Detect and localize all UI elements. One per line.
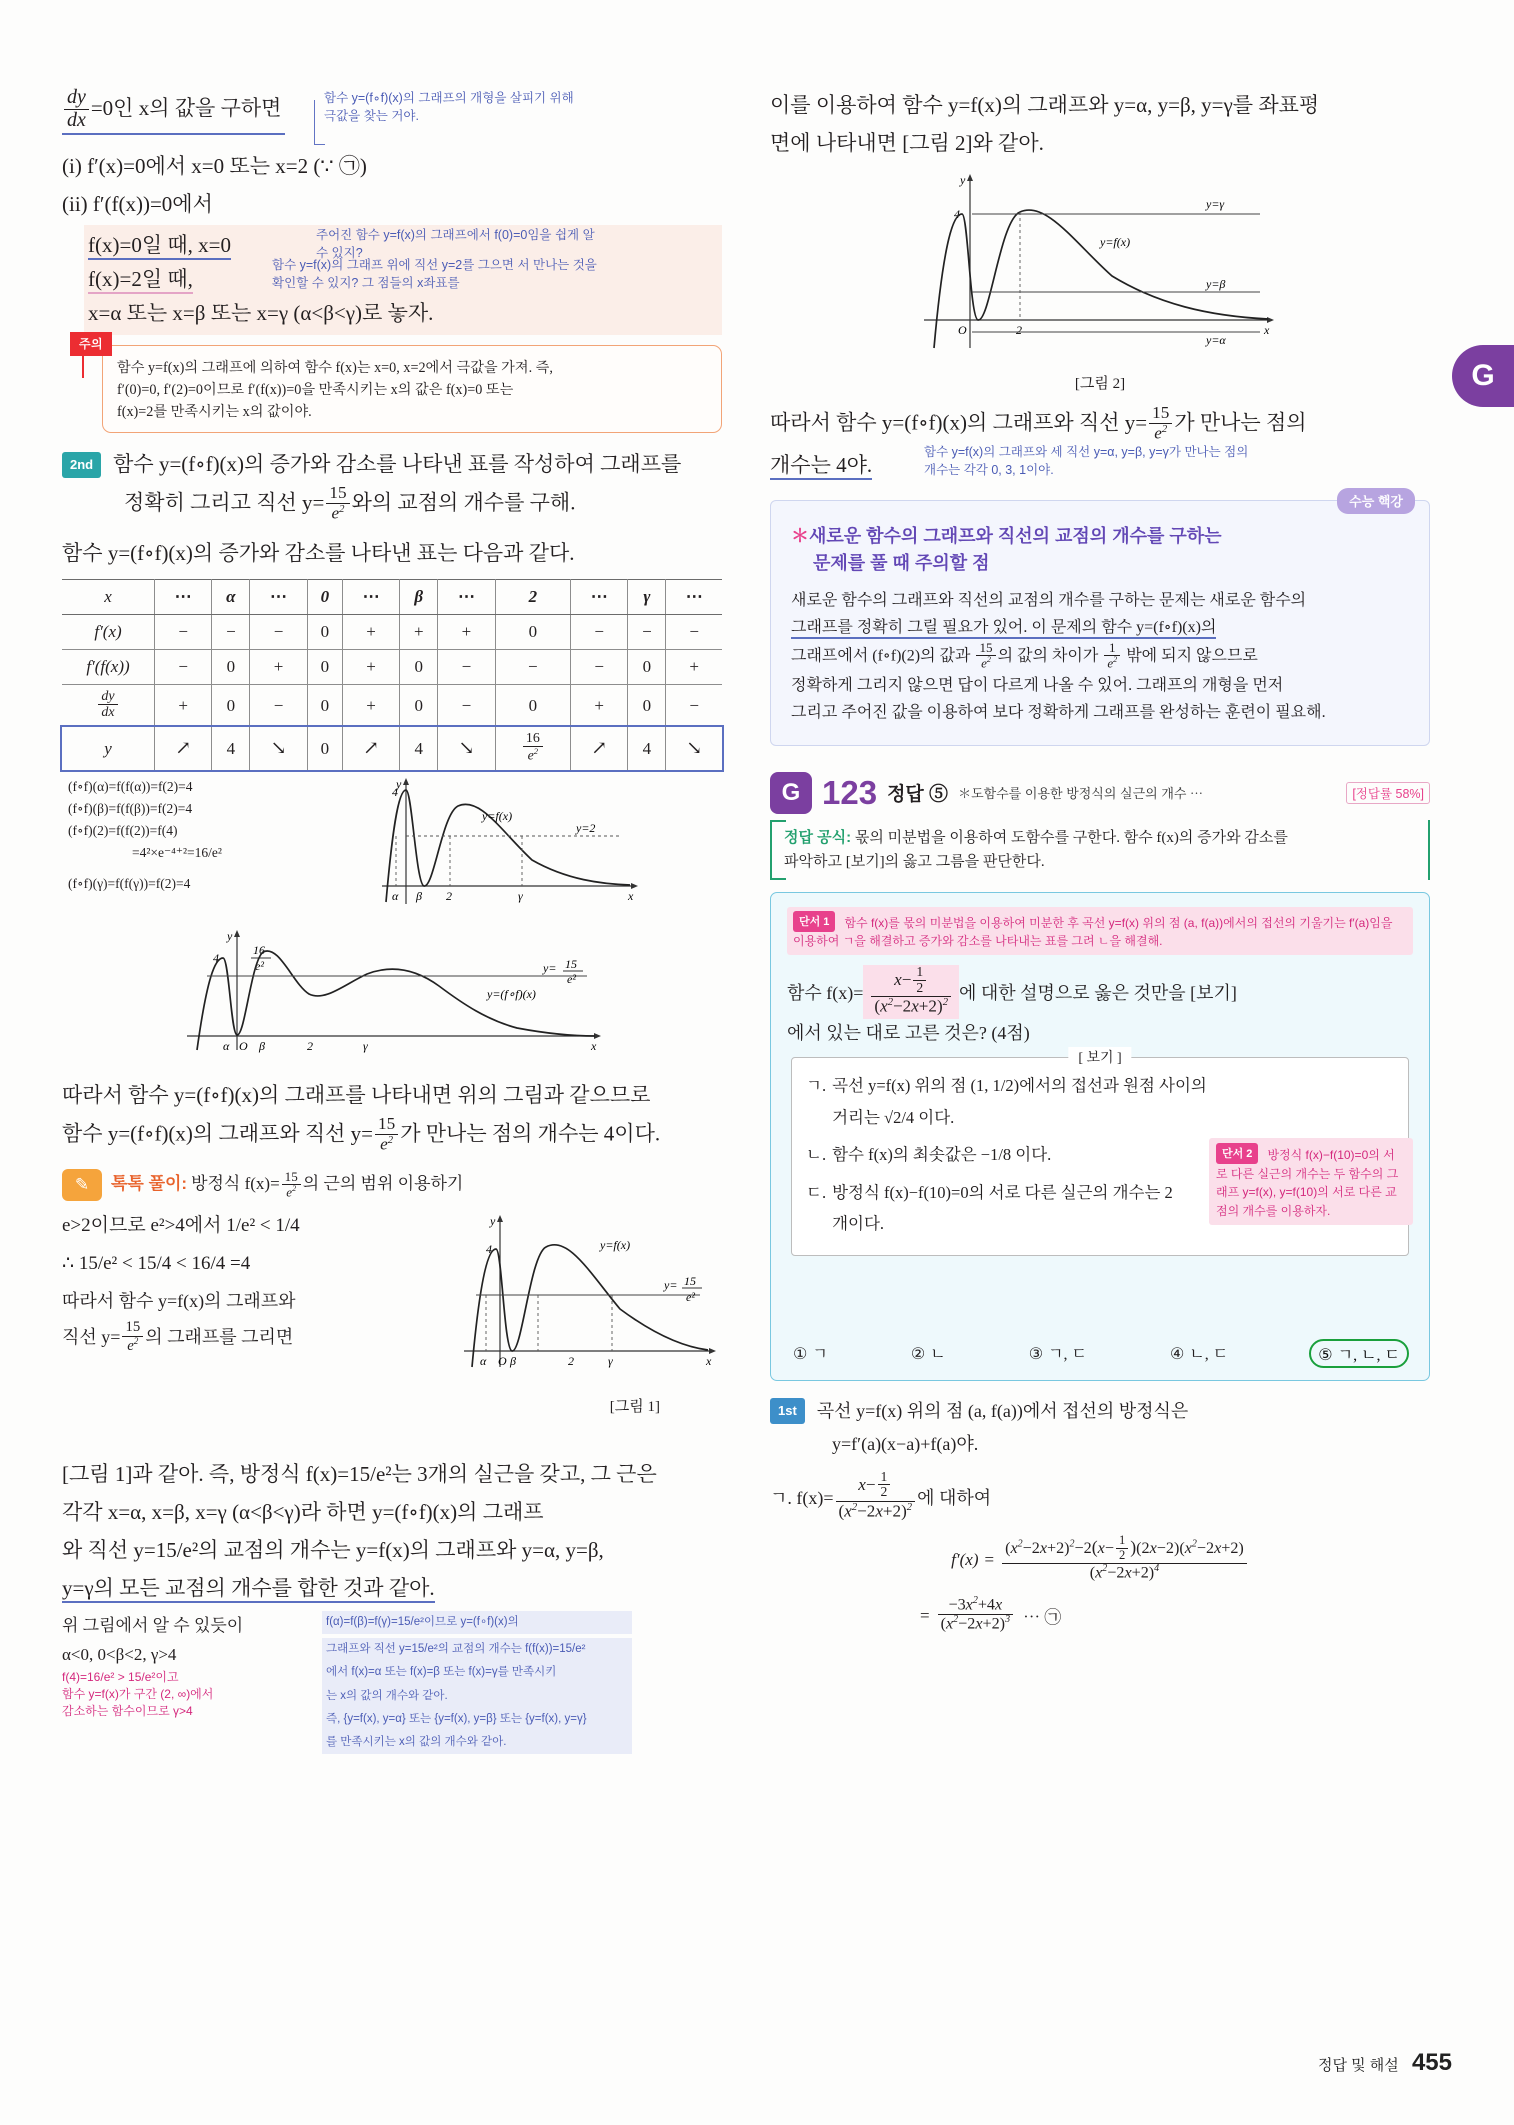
bottom-notes-left [62,1611,312,1755]
hint-2-block [1209,1138,1413,1225]
table-cell: 4 [212,727,250,770]
figure-2-caption: [그림 2] [1074,376,1126,393]
table-cell: 0 [307,650,342,685]
table-cell: 0 [400,650,438,685]
haek-tag: 수능 핵강 [1337,488,1415,514]
table-cell: + [342,615,399,650]
calc-and-graph1 [62,774,722,924]
boggi-item-text: 방정식 f(x)−f(10)=0의 서로 다른 실근의 개수는 2 개이다. [832,1182,1173,1233]
table-cell: + [342,685,399,727]
hint-1-block [787,907,1413,955]
table-row-label: y [62,727,155,770]
table-cell: ↘ [438,727,495,770]
answer-formula-box [770,820,1430,880]
table-cell: ↗ [155,727,212,770]
calc-line-3: =4²×e⁻⁴⁺²=16/e² [132,844,222,860]
svg-text:x: x [1264,323,1270,338]
table-cell: − [438,650,495,685]
tok-line-7: 와 직선 y=15/e²의 교점의 개수는 y=f(x)의 그래프와 y=α, y=β, [62,1537,604,1562]
svg-text:y=2: y=2 [576,820,596,835]
boggi-item-mark: ㄷ. [806,1182,827,1202]
right-conclusion-1: 따라서 함수 y=(f∘f)(x)의 그래프와 직선 y= $\frac{15}{e^2}$ 가 만나는 점의 [770,403,1307,443]
table-header-cell: α [212,580,250,615]
problem-number: 123 [822,773,878,811]
answer-choices[interactable] [787,1341,1413,1366]
answer-choice-2[interactable] [911,1341,946,1366]
table-row-label: f′(f(x)) [62,650,155,685]
svg-text:y=f(x): y=f(x) [1100,235,1131,250]
haek-line-4: 정확하게 그리지 않으면 답이 다르게 나올 수 있어. 그래프의 개형을 먼저 [791,676,1284,694]
choice-text: ㄱ, ㄷ [1048,1346,1087,1364]
choice-text: ㄴ [930,1346,946,1364]
toktok-header [62,1169,722,1201]
table-intro: 함수 y=(f∘f)(x)의 증가와 감소를 나타낸 표는 다음과 같다. [62,541,575,566]
svg-text:4: 4 [486,1241,492,1256]
page-number: 455 [1411,2049,1452,2076]
choice-text: ㄱ [812,1346,828,1364]
svg-text:α: α [480,1353,487,1368]
svg-text:γ: γ [608,1353,613,1368]
right-conclusion-2: 개수는 4야. 함수 y=f(x)의 그래프와 세 직선 y=α, y=β, y=γ가 만나는 점의 개수는 각각 0, 3, 1이야. [770,448,1430,482]
choice-number: ④ [1169,1346,1185,1364]
svg-text:α: α [392,888,399,903]
fifteen-over-e2-a: $\frac{15}{e^2}$ [326,484,349,523]
caution-line-1: 함수 y=f(x)의 그래프에 의하여 함수 f(x)는 x=0, x=2에서 극값을 가져. 즉, [117,360,553,377]
svg-text:y: y [396,776,402,791]
table-cell: 0 [307,615,342,650]
tok-line-6: 각각 x=α, x=β, x=γ (α<β<γ)라 하면 y=(f∘f)(x)의 그래프 [62,1499,544,1524]
toktok-title-wrap [111,1169,463,1200]
svg-text:e²: e² [255,958,264,973]
svg-text:2: 2 [307,1038,313,1053]
table-cell: ↘ [250,727,307,770]
tok-line-5: [그림 1]과 같아. 즉, 방정식 f(x)=15/e²는 3개의 실근을 갖고, 그 근은 [62,1461,657,1486]
toktok-sub-b: 의 근의 범위 이용하기 [302,1174,464,1194]
table-cell: − [438,685,495,727]
table-cell: + [438,615,495,650]
haek-line-3: 그래프에서 (f∘f)(2)의 값과 $\frac{15}{e^2}$ 의 값의 차이가 $\frac{1}{e^2}$ 밖에 되지 않으므로 [791,640,1258,671]
side-note-6: 를 만족시키는 x의 값의 개수와 같아. [322,1731,632,1754]
fifteen-over-e2-f: $\frac{15}{e^2}$ [976,641,995,671]
solution-block [770,1397,1430,1634]
composition-values [68,776,368,895]
graph-f-and-y2 [372,774,652,924]
svg-text:y=f(x): y=f(x) [600,1237,631,1252]
conclusion-line-2: 함수 y=(f∘f)(x)의 그래프와 직선 y= $\frac{15}{e^2}$ 가 만나는 점의 개수는 4이다. [62,1113,661,1154]
haek-box [770,493,1430,746]
table-header-x: x [62,580,155,615]
problem-answer: 정답 ⑤ [887,784,949,806]
figure-2 [770,170,1430,370]
svg-text:y: y [227,928,233,943]
svg-text:x: x [706,1353,712,1368]
side-note-5: 즉, {y=f(x), y=α} 또는 {y=f(x), y=β} 또는 {y=f(x), y=γ} [322,1708,632,1731]
calc-line-2: (f∘f)(2)=f(f(2))=f(4) [68,822,178,838]
note-graph-shape: 함수 y=(f∘f)(x)의 그래프의 개형을 살피기 위해 극값을 찾는 거야. [324,91,574,123]
svg-text:β: β [259,1038,265,1053]
caution-tag: 주의 [70,332,112,356]
table-cell: $\frac{16}{e^2}$ [495,727,570,770]
svg-text:y=β: y=β [1206,277,1226,292]
boggi-item-text: 함수 f(x)의 최솟값은 −1/8 이다. [832,1145,1052,1165]
table-cell: 4 [400,727,438,770]
footer-label: 정답 및 해설 [1317,2057,1399,2074]
table-cell: 0 [212,650,250,685]
formula-line-2: 파악하고 [보기]의 옳고 그름을 판단한다. [784,853,1045,870]
solution-f-fraction: x− $\frac{1}{2}$ $(x^2-2x+2)^2$ [836,1471,916,1522]
tok-line-9: 위 그림에서 알 수 있듯이 [62,1615,244,1635]
tok-line-11: f(4)=16/e² > 15/e²이고 [62,1670,179,1685]
right-intro-2: 면에 나타내면 [그림 2]와 같아. [770,131,1044,156]
svg-text:4: 4 [954,207,960,222]
svg-text:β: β [416,888,422,903]
svg-text:O: O [498,1353,507,1368]
svg-text:2: 2 [1016,323,1022,338]
caution-line-2: f′(0)=0, f′(2)=0이므로 f′(f(x))=0을 만족시키는 x의 값은 f(x)=0 또는 [117,382,514,399]
table-cell: 0 [628,685,666,727]
caution-line-3: f(x)=2를 만족시키는 x의 값이야. [117,404,312,421]
svg-text:15: 15 [684,1273,696,1288]
case-ii: (ii) f′(f(x))=0에서 [62,192,213,217]
table-cell: ↗ [571,727,628,770]
table-cell: − [571,615,628,650]
table-header-cell: ⋯ [666,580,722,615]
note-line-y-equals-2: 함수 y=f(x)의 그래프 위에 직선 y=2를 그으면 서 만나는 것을 확인할 수 있지? 그 점들의 x좌표를 [272,258,597,290]
graph-composition-svg [167,928,617,1068]
answer-choice-4[interactable] [1170,1341,1228,1366]
svg-text:y=α: y=α [1206,333,1226,348]
table-cell: − [155,615,212,650]
solution-simplified: = $\frac{-3x^2+4x}{(x^2-2x+2)^3}$ ⋯ ㉠ [920,1595,1062,1633]
svg-text:2: 2 [446,888,452,903]
svg-text:15: 15 [565,956,577,971]
table-cell: 0 [495,685,570,727]
boggi-item-mark: ㄱ. [806,1076,827,1096]
tok-line-2: ∴ 15/e² < 15/4 < 16/4 =4 [62,1252,251,1274]
case-ii-a: f(x)=0일 때, x=0 [88,228,718,262]
problem-badge-g: G [770,772,812,814]
problem-stem-line-2: 에서 있는 대로 고른 것은? (4점) [787,1023,1030,1044]
problem-correct-rate: [정답률 58%] [1346,782,1430,804]
table-cell: ↘ [666,727,722,770]
one-over-e2: $\frac{1}{e^2}$ [1104,641,1120,671]
svg-text:e²: e² [567,971,576,986]
svg-text:y: y [960,173,966,188]
table-row [62,650,722,685]
svg-text:O: O [239,1038,248,1053]
table-cell: + [400,615,438,650]
table-row-label: f′(x) [62,615,155,650]
answer-choice-1[interactable] [793,1341,828,1366]
calc-line-4: (f∘f)(γ)=f(f(γ))=f(2)=4 [68,876,191,892]
solution-fprime: f′(x) = $(x^2-2x+2)^2-2(x-$ $\frac{1}{2}$ )$(2x-2)(x^2-2x+2)$ $(x^2-2x+2)^4$ [770,1536,1430,1583]
table-cell: + [571,685,628,727]
table-cell: − [155,650,212,685]
svg-text:4: 4 [392,784,398,799]
svg-text:x: x [628,888,634,903]
conclusion-line-1: 따라서 함수 y=(f∘f)(x)의 그래프를 나타내면 위의 그림과 같으므로 [62,1082,651,1107]
right-intro-1: 이를 이용하여 함수 y=f(x)의 그래프와 y=α, y=β, y=γ를 좌표평 [770,93,1320,117]
toktok-sub-a: 방정식 f(x)= [191,1174,280,1194]
table-header-cell: γ [628,580,666,615]
stem-fraction [863,965,959,1020]
side-tab-label: G [1471,359,1495,392]
solution-line-2: y=f′(a)(x−a)+f(a)야. [832,1434,979,1455]
table-header-cell: 2 [495,580,570,615]
table-cell: + [342,650,399,685]
bottom-notes-right [322,1611,632,1755]
table-cell: 0 [628,650,666,685]
table-cell: − [571,650,628,685]
table-cell: 0 [212,685,250,727]
svg-text:α: α [223,1038,230,1053]
svg-text:y=(f∘f)(x): y=(f∘f)(x) [487,986,536,1001]
svg-text:γ: γ [518,888,523,903]
table-cell: ↗ [342,727,399,770]
table-header-cell: ⋯ [250,580,307,615]
graph-composition [62,928,722,1068]
fprime-fraction [1002,1535,1247,1582]
choice-number: ⑤ [1318,1347,1333,1365]
tok-line-12: 함수 y=f(x)가 구간 (2, ∞)에서 [62,1687,214,1702]
case-ii-highlight-block [84,225,722,335]
solution-line-3: ㄱ. f(x)= x− $\frac{1}{2}$ $(x^2-2x+2)^2$ 에 대하여 [770,1468,992,1521]
svg-text:y=: y= [664,1277,678,1292]
table-cell: + [155,685,212,727]
table-row [62,685,722,727]
side-note-2: 그래프와 직선 y=15/e²의 교점의 개수는 f(f(x))=15/e² [322,1638,632,1661]
boggi-item-text: 곡선 y=f(x) 위의 점 (1, 1/2)에서의 접선과 원점 사이의 거리는 √2/4 이다. [832,1076,1207,1127]
table-cell: + [250,650,307,685]
leader-line-1 [314,100,325,145]
table-cell: 0 [400,685,438,727]
haek-body [791,587,1409,727]
formula-line-1: 몫의 미분법을 이용하여 도함수를 구한다. 함수 f(x)의 증가와 감소를 [854,829,1288,846]
side-note-3: 에서 f(x)=α 또는 f(x)=β 또는 f(x)=γ를 만족시키 [322,1661,632,1684]
haek-line-5: 그리고 주어진 값을 이용하여 보다 정확하게 그래프를 완성하는 훈련이 필요해. [791,704,1326,722]
table-header-cell: ⋯ [438,580,495,615]
page-footer [1318,2049,1452,2077]
table-header-cell: ⋯ [342,580,399,615]
table-header-cell: β [400,580,438,615]
side-note-4: 는 x의 값의 개수와 같아. [322,1685,632,1708]
svg-text:O: O [958,323,967,338]
table-cell: − [250,685,307,727]
table-header-row [62,580,722,615]
solution-badge-1st: 1st [770,1398,805,1424]
table-header-cell: ⋯ [571,580,628,615]
case-ii-b: f(x)=2일 때, [88,262,718,296]
svg-text:y=f(x): y=f(x) [482,808,513,823]
side-note-1: f(α)=f(β)=f(γ)=15/e²이므로 y=(f∘f)(x)의 [322,1611,632,1634]
table-row [62,615,722,650]
table-cell: 0 [307,727,342,770]
right-column [770,88,1430,1634]
simplified-fraction: $\frac{-3x^2+4x}{(x^2-2x+2)^3}$ [938,1596,1013,1633]
step-2nd [62,447,722,481]
solution-step-1: 1st 곡선 y=f(x) 위의 점 (a, f(a))에서 접선의 방정식은 [770,1397,1430,1426]
calc-line-1: (f∘f)(β)=f(f(β))=f(2)=4 [68,800,193,816]
table-cell: − [666,685,722,727]
svg-text:4: 4 [213,950,219,965]
hint-1-text: 함수 f(x)를 몫의 미분법을 이용하여 미분한 후 곡선 y=f(x) 위의 점 (a, f(a))에서의 접선의 기울기는 f′(a)임을 이용하여 ㄱ을 해결하고 증가와 감소를 나타내는 표를 그려 ㄴ을 해결해. [793,915,1393,949]
caution-box [102,345,722,433]
boggi-label: [ 보기 ] [1068,1047,1131,1067]
table-cell: + [666,650,722,685]
table-cell: − [250,615,307,650]
svg-text:γ: γ [363,1038,368,1053]
figure-1-graph [450,1209,730,1399]
table-row [62,727,722,770]
fprime-numerator: $(x^2-2x+2)^2-2(x-$ $\frac{1}{2}$ )$(2x-2)(x^2-2x+2)$ [1002,1535,1247,1564]
simplified-tail: ⋯ ㉠ [1023,1608,1062,1628]
problem-stem-line-1: 함수 f(x)= x− $\frac{1}{2}$ $(x^2-2x+2)^2$ 에 대한 설명으로 옳은 것만을 [보기] [787,965,1413,1020]
tok-line-3: 따라서 함수 y=f(x)의 그래프와 [62,1290,296,1311]
svg-text:16: 16 [253,942,265,957]
case-ii-c: x=α 또는 x=β 또는 x=γ (α<β<γ)로 놓자. [88,301,434,326]
haek-star-icon: ＊ [791,525,809,546]
toktok-title: 톡톡 풀이: [111,1174,188,1194]
fifteen-over-e2-d: $\frac{15}{e^2}$ [122,1320,143,1355]
answer-choice-3[interactable] [1029,1341,1087,1366]
haek-line-1: 새로운 함수의 그래프와 직선의 교점의 개수를 구하는 문제는 새로운 함수의 [791,591,1307,609]
boggi-item [806,1070,1394,1133]
tok-line-4: 직선 y= $\frac{15}{e^2}$ 의 그래프를 그리면 [62,1319,294,1355]
case-i: (i) f′(x)=0에서 x=0 또는 x=2 (∵ ㉠) [62,154,367,179]
choice-number: ③ [1028,1346,1044,1364]
tok-line-13: 감소하는 함수이므로 γ>4 [62,1704,193,1719]
figure-1-caption: [그림 1] [609,1398,660,1415]
variation-table [62,579,722,770]
table-header-cell: ⋯ [155,580,212,615]
tok-line-10: α<0, 0<β<2, γ>4 [62,1645,177,1665]
stem-numerator: x− $\frac{1}{2}$ [871,966,951,998]
svg-text:e²: e² [686,1289,695,1304]
problem-statement-box [770,892,1430,1382]
caution-block [79,337,722,433]
side-tab-g [1452,345,1514,407]
hint-1-tag: 단서 1 [793,911,835,932]
table-cell: 4 [628,727,666,770]
table-cell: − [628,615,666,650]
table-row-label: $\frac{dy}{dx}$ [62,685,155,727]
fifteen-over-e2-c: $\frac{15}{e^2}$ [282,1170,301,1200]
table-cell: 0 [307,685,342,727]
hint-2-tag: 단서 2 [1216,1143,1258,1164]
fifteen-over-e2-e: $\frac{15}{e^2}$ [1149,404,1172,443]
tok-line-8: y=γ의 모든 교점의 개수를 합한 것과 같아. [62,1571,722,1605]
svg-text:y=γ: y=γ [1206,197,1225,212]
toktok-left-text [62,1207,362,1356]
step-2nd-line2: 정확히 그리고 직선 y= $\frac{15}{e^2}$ 와의 교점의 개수를 구해. [124,483,576,523]
tok-line-1: e>2이므로 e²>4에서 1/e² < 1/4 [62,1214,300,1236]
bottom-notes [62,1611,722,1755]
figure-2-graph [900,170,1300,370]
haek-line-2: 그래프를 정확히 그릴 필요가 있어. 이 문제의 함수 y=(f∘f)(x)의 [791,614,1409,642]
note-intersection-counts: 함수 y=f(x)의 그래프와 세 직선 y=α, y=β, y=γ가 만나는 점의 개수는 각각 0, 3, 1이야. [924,444,1249,477]
svg-text:y=: y= [543,960,557,975]
svg-text:y: y [490,1213,496,1228]
hint-2-text: 방정식 f(x)−f(10)=0의 서로 다른 실근의 개수는 두 함수의 그래프 y=f(x), y=f(10)의 서로 다른 교점의 개수를 이용하자. [1216,1148,1399,1218]
left-column [62,88,722,1754]
choice-number: ② [910,1346,926,1364]
table-cell: − [212,615,250,650]
dydx-fraction: $\frac{dy}{dx}$ [64,87,89,131]
stem-denominator: $(x^2-2x+2)^2$ [874,997,948,1017]
toktok-body [62,1207,722,1437]
svg-text:2: 2 [568,1353,574,1368]
toktok-badge-icon: ✎ [62,1169,102,1201]
step-2nd-line1: 함수 y=(f∘f)(x)의 증가와 감소를 나타낸 표를 작성하여 그래프를 [113,452,682,477]
fifteen-over-e2-b: $\frac{15}{e^2}$ [375,1115,398,1154]
haek-title: ＊새로운 함수의 그래프와 직선의 교점의 개수를 구하는 문제를 풀 때 주의할 점 [791,525,1222,573]
table-cell: − [666,615,722,650]
table-header-cell: 0 [307,580,342,615]
problem-topic: ＊도함수를 이용한 방정식의 실근의 개수 ⋯ [958,786,1204,802]
table-cell: 0 [495,615,570,650]
table-cell: − [495,650,570,685]
choice-text: ㄱ, ㄴ, ㄷ [1337,1347,1400,1365]
answer-choice-5[interactable] [1311,1341,1407,1366]
choice-number: ① [793,1346,808,1364]
svg-text:β: β [510,1353,516,1368]
choice-text: ㄴ, ㄷ [1189,1346,1229,1364]
step-2nd-badge: 2nd [62,452,101,478]
note-f0-equals-0: 주어진 함수 y=f(x)의 그래프에서 f(0)=0임을 쉽게 알 수 있지? [316,228,595,260]
calc-line-0: (f∘f)(α)=f(f(α))=f(2)=4 [68,778,193,794]
svg-text:x: x [591,1038,597,1053]
fprime-denominator: $(x^2-2x+2)^4$ [1089,1563,1160,1582]
dydx-text: =0인 x의 값을 구하면 [90,95,282,120]
problem-header [770,772,1430,814]
boggi-item-mark: ㄴ. [806,1145,827,1165]
formula-label: 정답 공식: [784,828,852,846]
